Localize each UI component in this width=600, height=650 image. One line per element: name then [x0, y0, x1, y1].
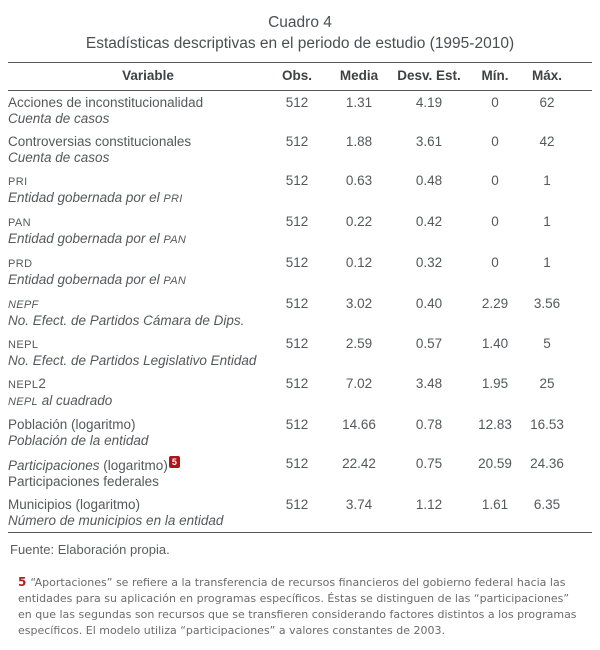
max-value: 24.36: [530, 455, 564, 471]
variable-name: Controversias constitucionales: [8, 133, 192, 149]
desv-est-value: 0.57: [415, 335, 443, 351]
media-value: 0.22: [345, 213, 373, 229]
table-row: [8, 372, 592, 413]
obs-value: 512: [285, 94, 309, 110]
variable-description: No. Efect. de Partidos Cámara de Dips.: [8, 312, 245, 328]
variable-description: Participaciones federales: [8, 473, 159, 489]
variable-name: NEPF: [8, 298, 39, 311]
min-value: 0: [491, 94, 499, 110]
table-subtitle: Estadísticas descriptivas en el periodo de estudio (1995-2010): [85, 35, 515, 52]
min-value: 0: [491, 254, 499, 270]
variable-description: Cuenta de casos: [8, 110, 110, 126]
desv-est-value: 3.61: [415, 133, 443, 149]
variable-name: Población (logaritmo): [8, 416, 136, 432]
table-row: [8, 332, 592, 372]
variable-cell: [8, 214, 268, 248]
media-value: 0.63: [345, 172, 373, 188]
max-value: 42: [539, 133, 555, 149]
source-note: Fuente: Elaboración propia.: [10, 542, 170, 557]
variable-description: Número de municipios en la entidad: [8, 512, 224, 528]
variable-description: Cuenta de casos: [8, 149, 110, 165]
variable-cell: [8, 296, 268, 329]
max-value: 1: [543, 172, 551, 188]
media-value: 1.31: [345, 94, 373, 110]
table-row: [8, 169, 592, 210]
variable-description: NEPL al cuadrado: [8, 392, 113, 408]
obs-value: 512: [285, 335, 309, 351]
media-value: 7.02: [345, 375, 373, 391]
min-value: 1.40: [481, 335, 509, 351]
min-value: 2.29: [481, 295, 509, 311]
media-value: 1.88: [345, 133, 373, 149]
table-row: [8, 91, 592, 130]
desv-est-value: 0.78: [415, 416, 443, 432]
media-value: 0.12: [345, 254, 373, 270]
media-value: 2.59: [345, 335, 373, 351]
desv-est-value: 0.40: [415, 295, 443, 311]
column-header-obs: Obs.: [281, 68, 312, 83]
obs-value: 512: [285, 172, 309, 188]
table-row: [8, 493, 592, 532]
footnote-text: “Aportaciones” se refiere a la transferencia de recursos financieros del gobierno federal hacia las entidades para su aplicación en programas específicos. Éstas se distinguen de las “participaciones” en que las segundas son recursos que se transfieren considerando factores distintos a los programas específicos. El modelo utiliza “participaciones” a valores constantes de 2003.: [18, 576, 577, 637]
variable-cell: [8, 134, 268, 166]
variable-description: Entidad gobernada por el PAN: [8, 271, 187, 287]
variable-name: Participaciones (logaritmo) 5: [8, 456, 268, 474]
max-value: 6.35: [533, 496, 561, 512]
variable-description: Entidad gobernada por el PRI: [8, 189, 183, 205]
media-value: 3.02: [345, 295, 373, 311]
column-header-max: Máx.: [531, 68, 562, 83]
max-value: 62: [539, 94, 555, 110]
min-value: 1.95: [481, 375, 509, 391]
variable-cell: [8, 497, 268, 529]
obs-value: 512: [285, 133, 309, 149]
column-header-desv-est: Desv. Est.: [397, 68, 461, 83]
table-row: [8, 413, 592, 452]
max-value: 25: [539, 375, 555, 391]
max-value: 16.53: [530, 416, 564, 432]
variable-name: Municipios (logaritmo): [8, 496, 141, 512]
table-row: [8, 251, 592, 292]
obs-value: 512: [285, 416, 309, 432]
variable-name: NEPL2: [8, 375, 46, 391]
media-value: 22.42: [342, 455, 376, 471]
variable-name: PAN: [8, 216, 32, 229]
footnote-ref-badge[interactable]: 5: [169, 456, 180, 468]
table-row: [8, 130, 592, 169]
table-row: [8, 210, 592, 251]
statistics-table: [8, 62, 592, 533]
desv-est-value: 0.75: [415, 455, 443, 471]
min-value: 12.83: [478, 416, 512, 432]
table-header-row: [8, 63, 592, 91]
min-value: 1.61: [481, 496, 509, 512]
column-header-media: Media: [339, 68, 379, 83]
column-header-variable: Variable: [122, 68, 174, 83]
variable-cell: [8, 95, 268, 127]
variable-name: Acciones de inconstitucionalidad: [8, 94, 204, 110]
min-value: 20.59: [478, 455, 512, 471]
obs-value: 512: [285, 213, 309, 229]
table-title: Cuadro 4: [268, 14, 332, 31]
max-value: 1: [543, 213, 551, 229]
desv-est-value: 1.12: [415, 496, 443, 512]
obs-value: 512: [285, 496, 309, 512]
min-value: 0: [491, 213, 499, 229]
obs-value: 512: [285, 455, 309, 471]
min-value: 0: [491, 172, 499, 188]
variable-cell: [8, 255, 268, 289]
media-value: 3.74: [345, 496, 373, 512]
variable-name: PRD: [8, 257, 33, 270]
min-value: 0: [491, 133, 499, 149]
obs-value: 512: [285, 254, 309, 270]
obs-value: 512: [285, 375, 309, 391]
max-value: 1: [543, 254, 551, 270]
variable-cell: [8, 376, 268, 410]
variable-description: Entidad gobernada por el PAN: [8, 230, 187, 246]
desv-est-value: 0.32: [415, 254, 443, 270]
desv-est-value: 0.42: [415, 213, 443, 229]
column-header-min: Mín.: [481, 68, 509, 83]
variable-cell: [8, 173, 268, 207]
variable-description: No. Efect. de Partidos Legislativo Entidad: [8, 352, 257, 368]
variable-name: PRI: [8, 175, 28, 188]
variable-cell: [8, 456, 268, 490]
table-body: [8, 91, 592, 533]
variable-cell: [8, 336, 268, 369]
footnote: [18, 574, 586, 639]
table-row: [8, 292, 592, 332]
obs-value: 512: [285, 295, 309, 311]
variable-cell: [8, 417, 268, 449]
desv-est-value: 3.48: [415, 375, 443, 391]
max-value: 3.56: [533, 295, 561, 311]
desv-est-value: 0.48: [415, 172, 443, 188]
desv-est-value: 4.19: [415, 94, 443, 110]
variable-name: NEPL: [8, 338, 39, 351]
footnote-marker: 5: [18, 575, 27, 589]
variable-description: Población de la entidad: [8, 432, 149, 448]
max-value: 5: [543, 335, 551, 351]
table-row: [8, 452, 592, 493]
media-value: 14.66: [342, 416, 376, 432]
